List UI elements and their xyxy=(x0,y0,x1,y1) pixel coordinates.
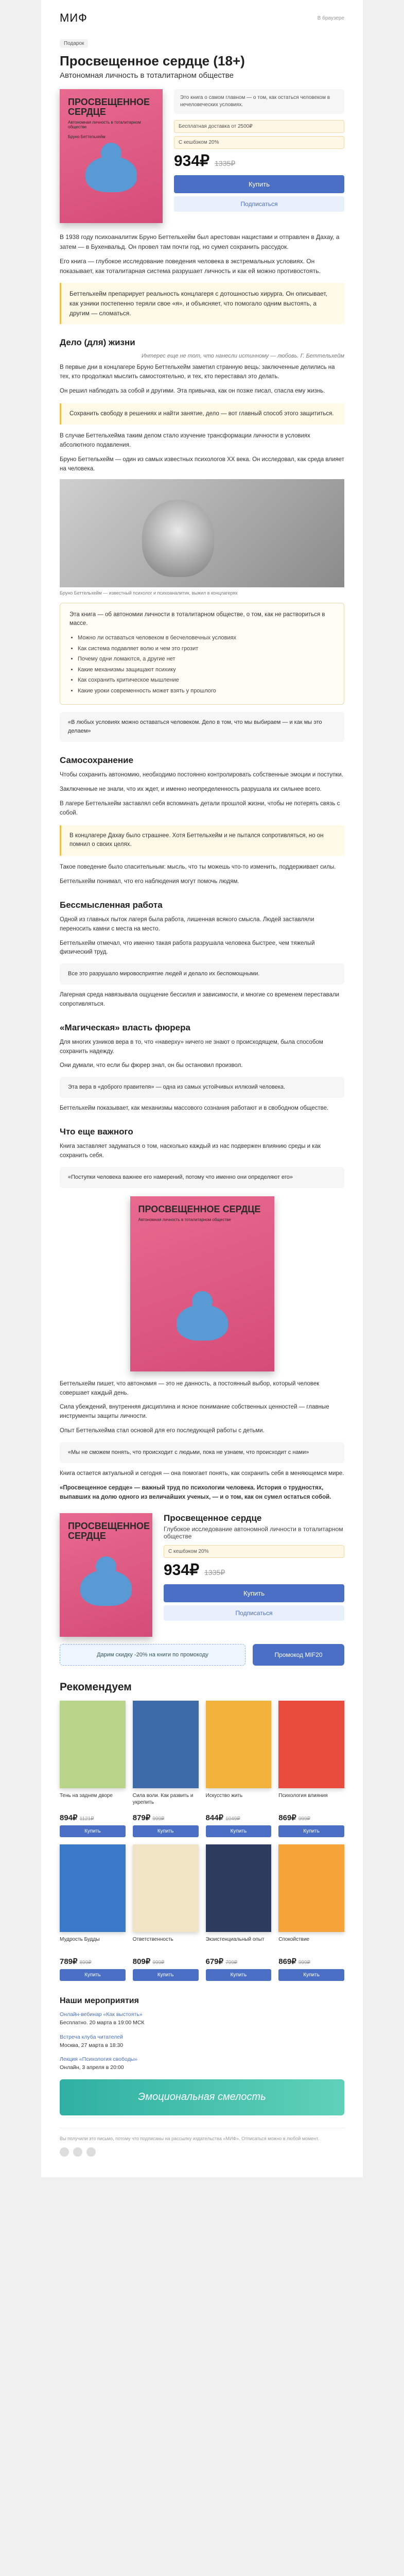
paragraph: Для многих узников вера в то, что «наверху» ничего не знают о происходящем, была способом сохранить надежду. xyxy=(60,1039,323,1055)
cashback-chip: С кешбэком 20% xyxy=(164,1545,344,1558)
callout xyxy=(60,825,344,856)
subscribe-button[interactable]: Подписаться xyxy=(174,196,344,212)
rec-price-value: 809₽ xyxy=(132,1957,151,1967)
logo-text: МИФ xyxy=(60,11,87,24)
open-in-browser-link[interactable]: В браузере xyxy=(317,15,344,21)
rec-price-value: 879₽ xyxy=(132,1814,151,1823)
section-title: Дело (для) жизни xyxy=(60,337,135,348)
rec-buy-button[interactable]: Купить xyxy=(278,1825,344,1837)
promo-banner[interactable]: Эмоциональная смелость xyxy=(60,2079,344,2115)
lead-callout xyxy=(60,283,344,324)
section-title: Что еще важного xyxy=(60,1127,133,1137)
rec-title: Экзистенциальный опыт xyxy=(205,1937,265,1943)
quote-box xyxy=(60,712,344,742)
paragraph: В первые дни в концлагере Бруно Беттельхейм заметил странную вещь: заключенные делились на тех, кто продолжал мыслить самостоятельно, и тех, кто переставал это делать. xyxy=(60,364,335,380)
quote-text: Все это разрушало мировосприятие людей и делало их беспомощными. xyxy=(68,971,260,977)
rec-price-value: 679₽ xyxy=(205,1957,224,1967)
photo-caption: Бруно Беттельхейм — известный психолог и психоаналитик, выжил в концлагерях xyxy=(60,590,238,596)
recommend-card[interactable] xyxy=(278,1844,344,1981)
rec-title: Искусство жить xyxy=(205,1793,243,1799)
rec-buy-button[interactable]: Купить xyxy=(278,1969,344,1981)
buy-button[interactable]: Купить xyxy=(164,1584,344,1602)
recommend-card[interactable] xyxy=(60,1701,126,1837)
rec-price-value: 869₽ xyxy=(278,1814,296,1823)
hero xyxy=(41,89,363,223)
cashback-chip: С кешбэком 20% xyxy=(174,136,344,149)
cover-title: ПРОСВЕЩЕННОЕ СЕРДЦЕ xyxy=(68,97,150,117)
cover-title: ПРОСВЕЩЕННОЕ СЕРДЦЕ xyxy=(68,1521,150,1541)
recommend-card[interactable] xyxy=(278,1701,344,1837)
rec-cover[interactable] xyxy=(60,1701,126,1788)
paragraph: Заключенные не знали, что их ждет, и именно неопределенность разрушала их сильнее всего. xyxy=(60,786,322,793)
subscribe-button[interactable]: Подписаться xyxy=(164,1605,344,1621)
promo-block xyxy=(60,1644,344,1666)
recommend-card[interactable] xyxy=(60,1844,126,1981)
section-title: «Магическая» власть фюрера xyxy=(60,1022,190,1032)
events xyxy=(60,1996,344,2072)
paragraph: Они думали, что если бы фюрер знал, он бы остановил произвол. xyxy=(60,1062,243,1069)
cover-subtitle: Автономная личность в тоталитарном обществе xyxy=(68,120,141,129)
logo[interactable] xyxy=(60,11,87,25)
quote-box xyxy=(60,1442,344,1463)
promo-text: Дарим скидку -20% на книги по промокоду xyxy=(60,1644,245,1666)
rec-buy-button[interactable]: Купить xyxy=(133,1825,199,1837)
rec-title: Спокойствие xyxy=(278,1937,310,1943)
rec-buy-button[interactable]: Купить xyxy=(133,1969,199,1981)
face-shape xyxy=(142,500,214,577)
event-item xyxy=(60,2056,344,2072)
rec-old-price: 999₽ xyxy=(152,1816,165,1822)
rec-cover[interactable] xyxy=(133,1844,199,1932)
header xyxy=(41,0,363,30)
hero-info xyxy=(174,89,344,223)
vk-icon[interactable] xyxy=(60,2147,69,2157)
rec-price xyxy=(278,1957,344,1966)
rec-price-value: 869₽ xyxy=(278,1957,296,1967)
rec-title: Тень на заднем дворе xyxy=(60,1793,113,1799)
event-link[interactable]: Онлайн-вебинар «Как выстоять» xyxy=(60,2011,143,2018)
footer xyxy=(60,2128,344,2157)
offer-info xyxy=(164,1513,344,1637)
list-item: • Какие механизмы защищают психику xyxy=(78,666,335,674)
price: 934₽ xyxy=(174,152,210,170)
summary: «Просвещенное сердце» — важный труд по психологии человека. История о трудностях, выпавших на долю одного из величайших ученых, — и о том, как он сумел остаться собой. xyxy=(60,1484,331,1500)
rec-price xyxy=(206,1957,272,1966)
rec-price xyxy=(60,1957,126,1966)
quote-text: «Поступки человека важнее его намерений, потому что именно они определяют его» xyxy=(68,1174,293,1180)
event-details: Онлайн, 3 апреля в 20:00 xyxy=(60,2064,124,2071)
rec-old-price: 999₽ xyxy=(298,1960,310,1966)
list-item: • Какие уроки современность может взять у прошлого xyxy=(78,687,335,696)
book-offer xyxy=(60,1513,344,1637)
telegram-icon[interactable] xyxy=(73,2147,82,2157)
rec-cover[interactable] xyxy=(278,1844,344,1932)
rec-cover[interactable] xyxy=(133,1701,199,1788)
rec-price-value: 894₽ xyxy=(60,1814,78,1823)
rec-cover[interactable] xyxy=(206,1844,272,1932)
rec-cover[interactable] xyxy=(206,1701,272,1788)
rec-price xyxy=(133,1813,199,1822)
cover-title: ПРОСВЕЩЕННОЕ СЕРДЦЕ xyxy=(138,1204,261,1214)
recommend-grid xyxy=(60,1701,344,1981)
paragraph: Беттельхейм отмечал, что именно такая работа разрушала человека быстрее, чем тяжелый физический труд. xyxy=(60,940,315,956)
heart-illustration xyxy=(177,1304,228,1341)
paragraph: Он решил наблюдать за собой и другими. Эта привычка, как он позже писал, спасла ему жизнь. xyxy=(60,387,325,394)
rec-cover[interactable] xyxy=(60,1844,126,1932)
paragraph: Чтобы сохранить автономию, необходимо постоянно контролировать собственные эмоции и поступки. xyxy=(60,772,343,778)
heart-illustration xyxy=(80,1570,132,1606)
callout-text: Сохранить свободу в решениях и найти занятие, дело — вот главный способ этого защититься. xyxy=(69,410,334,417)
rec-title: Мудрость Будды xyxy=(60,1937,100,1943)
cover-subtitle: Автономная личность в тоталитарном обществе xyxy=(138,1217,231,1222)
price-box xyxy=(174,152,344,170)
book-cover-large[interactable] xyxy=(130,1196,274,1371)
social-links xyxy=(60,2147,344,2157)
quote-box xyxy=(60,1077,344,1098)
paragraph: Такое поведение было спасительным: мысль, что ты можешь что-то изменить, поддерживает силы. xyxy=(60,864,336,871)
category-tag: Подарок xyxy=(60,39,88,48)
paragraph: Беттельхейм показывает, как механизмы массового сознания работают и в свободном обществе. xyxy=(60,1105,329,1112)
paragraph: Лагерная среда навязывала ощущение бессилия и зависимости, и многие со временем переставали сопротивляться. xyxy=(60,992,340,1007)
rec-old-price: 999₽ xyxy=(298,1816,310,1822)
rec-buy-button[interactable]: Купить xyxy=(206,1825,272,1837)
event-details: Москва, 27 марта в 18:30 xyxy=(60,2042,124,2048)
list-item: • Можно ли оставаться человеком в бесчеловечных условиях xyxy=(78,634,335,642)
delivery-chip: Бесплатная доставка от 2500₽ xyxy=(174,120,344,133)
rec-title: Ответственность xyxy=(132,1937,173,1943)
offer-subtitle: Глубокое исследование автономной личности в тоталитарном обществе xyxy=(164,1526,343,1540)
rec-cover[interactable] xyxy=(278,1701,344,1788)
rec-price-value: 789₽ xyxy=(60,1957,78,1967)
lead-paragraph: В 1938 году психоаналитик Бруно Беттельхейм был арестован нацистами и отправлен в Дахау, а затем — в Бухенвальд. Он провел там почти год, но сумел сохранить рассудок. xyxy=(60,233,340,250)
quote-box xyxy=(60,1167,344,1188)
hero-note: Это книга о самом главном — о том, как остаться человеком в нечеловеческих условиях. xyxy=(174,89,344,114)
paragraph: Одной из главных пыток лагеря была работа, лишенная всякого смысла. Людей заставляли переносить камни с места на место. xyxy=(60,916,314,932)
rec-price xyxy=(206,1813,272,1822)
paragraph: Книга заставляет задуматься о том, насколько каждый из нас подвержен влиянию среды и как сохранить себя. xyxy=(60,1143,321,1159)
event-link[interactable]: Встреча клуба читателей xyxy=(60,2033,124,2040)
paragraph: Сила убеждений, внутренняя дисциплина и ясное понимание собственных ценностей — главные инструменты защиты личности. xyxy=(60,1404,329,1420)
quote-text: Эта вера в «доброго правителя» — одна из самых устойчивых иллюзий человека. xyxy=(68,1084,286,1091)
cover-author: Бруно Беттельхейм xyxy=(68,134,106,139)
epigraph: Интерес еще не тот, что нанесли истинному — любовь. Г. Беттельхейм xyxy=(141,353,344,360)
paragraph: Бруно Беттельхейм — один из самых известных психологов XX века. Он исследовал, как среда влияет на человека. xyxy=(60,456,344,472)
heart-illustration xyxy=(85,156,137,192)
info-box xyxy=(60,603,344,705)
lead xyxy=(60,232,344,324)
book-cover[interactable] xyxy=(60,1513,152,1637)
event-details: Бесплатно. 20 марта в 19:00 МСК xyxy=(60,2020,145,2026)
rec-price-value: 844₽ xyxy=(205,1814,224,1823)
recommend-title: Рекомендуем xyxy=(60,1681,132,1693)
author-photo xyxy=(60,479,344,587)
event-link[interactable]: Лекция «Психология свободы» xyxy=(60,2056,138,2063)
rec-old-price: 899₽ xyxy=(79,1960,92,1966)
paragraph: В случае Беттельхейма таким делом стало изучение трансформации личности в условиях абсолютного подавления. xyxy=(60,433,310,449)
list-item: • Почему одни ломаются, а другие нет xyxy=(78,655,335,664)
youtube-icon[interactable] xyxy=(86,2147,96,2157)
rec-buy-button[interactable]: Купить xyxy=(60,1825,126,1837)
rec-title: Сила воли. Как развить и укрепить xyxy=(132,1793,194,1806)
rec-buy-button[interactable]: Купить xyxy=(60,1969,126,1981)
paragraph: Беттельхейм понимал, что его наблюдения могут помочь людям. xyxy=(60,878,239,885)
rec-price xyxy=(278,1813,344,1822)
book-cover[interactable] xyxy=(60,89,163,223)
section-title: Самосохранение xyxy=(60,755,134,766)
offer-title: Просвещенное сердце xyxy=(164,1513,262,1523)
rec-title: Психология влияния xyxy=(278,1793,328,1799)
recommend-card[interactable] xyxy=(133,1844,199,1981)
callout-text: В концлагере Дахау было страшнее. Хотя Беттельхейм и не пытался сопротивляться, но он помнил о своих целях. xyxy=(69,832,324,848)
rec-old-price: 1049₽ xyxy=(225,1816,240,1822)
section-title: Бессмысленная работа xyxy=(60,900,163,910)
page-title: Просвещенное сердце (18+) xyxy=(60,53,245,69)
paragraph: Книга остается актуальной и сегодня — она помогает понять, как сохранить себя в меняющемся мире. xyxy=(60,1470,344,1477)
price-box xyxy=(164,1561,344,1579)
email-page xyxy=(41,0,363,2177)
old-price: 1335₽ xyxy=(215,159,236,167)
box-list xyxy=(69,634,335,695)
events-title: Наши мероприятия xyxy=(60,1996,139,2006)
recommend-card[interactable] xyxy=(206,1844,272,1981)
callout-text: Беттельхейм препарирует реальность концлагеря с дотошностью хирурга. Он описывает, как узники постепенно теряли свое «я», и объясняет, что помогало одним выстоять, а другим — сломаться. xyxy=(69,290,327,317)
buy-button[interactable]: Купить xyxy=(174,175,344,193)
rec-old-price: 1121₽ xyxy=(79,1816,94,1822)
rec-old-price: 799₽ xyxy=(225,1960,238,1966)
event-item xyxy=(60,2011,344,2027)
list-item: • Как сохранить критическое мышление xyxy=(78,676,335,685)
lead-paragraph: Его книга — глубокое исследование поведения человека в экстремальных условиях. Он показывает, как тоталитарная система разрушает личность и как ей можно противостоять. xyxy=(60,258,321,275)
old-price: 1335₽ xyxy=(204,1568,225,1577)
footer-text: Вы получили это письмо, потому что подписаны на рассылку издательства «МИФ». Отписаться можно в любой момент. xyxy=(60,2136,319,2141)
rec-old-price: 999₽ xyxy=(152,1960,165,1966)
paragraph: Беттельхейм пишет, что автономия — это не данность, а постоянный выбор, который человек совершает каждый день. xyxy=(60,1380,320,1396)
quote-text: «Мы не сможем понять, что происходит с людьми, пока не узнаем, что происходит с нами» xyxy=(68,1449,309,1455)
callout xyxy=(60,403,344,425)
rec-buy-button[interactable]: Купить xyxy=(206,1969,272,1981)
page-subtitle: Автономная личность в тоталитарном обществе xyxy=(60,71,234,80)
rec-price xyxy=(60,1813,126,1822)
recommend-card[interactable] xyxy=(206,1701,272,1837)
event-item xyxy=(60,2033,344,2050)
promo-code-button[interactable]: Промокод MIF20 xyxy=(253,1644,344,1666)
paragraph: Опыт Беттельхейма стал основой для его последующей работы с детьми. xyxy=(60,1428,265,1434)
quote-box xyxy=(60,963,344,985)
paragraph: В лагере Беттельхейм заставлял себя вспоминать детали прошлой жизни, чтобы не потерять связь с собой. xyxy=(60,801,340,816)
list-item: • Как система подавляет волю и чем это грозит xyxy=(78,645,335,653)
price: 934₽ xyxy=(164,1562,200,1579)
rec-price xyxy=(133,1957,199,1966)
box-lead: Эта книга — об автономии личности в тоталитарном обществе, о том, как не раствориться в массе. xyxy=(69,611,325,627)
recommend-card[interactable] xyxy=(133,1701,199,1837)
quote-text: «В любых условиях можно оставаться человеком. Дело в том, что мы выбираем — и как мы это делаем» xyxy=(68,719,322,735)
